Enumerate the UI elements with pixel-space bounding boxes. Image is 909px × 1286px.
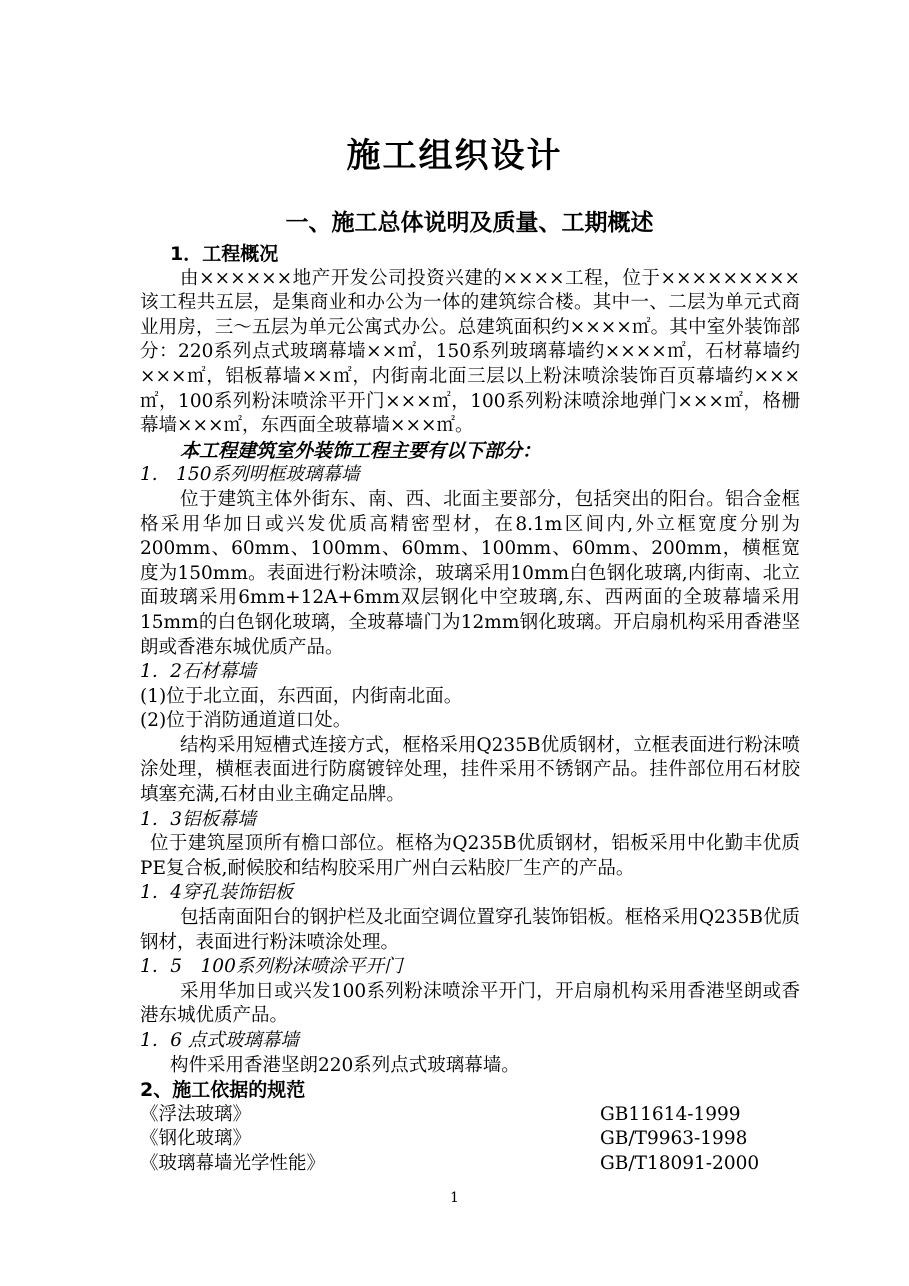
item-line: (1)位于北立面，东西面，内街南北面。 (140, 685, 463, 707)
item-heading: 1．4穿孔装饰铝板 (140, 882, 294, 904)
intro-paragraph: 由××××××地产开发公司投资兴建的××××工程，位于×××××××××该工程共五层，是集商业和办公为一体的建筑综合楼。其中一、二层为单元式商业用房，三～五层为单元公寓式办公。总建筑面积约××××㎡。其中室外装饰部分：220系列点式玻璃幕墙××㎡，150系列玻璃幕墙约××××㎡，石材幕墙约×××㎡，铝板幕墙××㎡，内街南北面三层以上粉沫喷涂装饰百页幕墙约×××㎡，100系列粉沫喷涂平开门×××㎡，100系列粉沫喷涂地弹门×××㎡，格栅幕墙×××㎡，东西面全玻幕墙×××㎡。 (140, 267, 800, 437)
subsection-heading-overview: 1．工程概况 (170, 243, 279, 265)
item-line: (2)位于消防通道道口处。 (140, 710, 352, 732)
subsection-heading-standards: 2、施工依据的规范 (140, 1079, 306, 1102)
standard-name: 《钢化玻璃》 (140, 1128, 252, 1150)
item-paragraph: 构件采用香港坚朗220系列点式玻璃幕墙。 (170, 1054, 520, 1076)
emphasis-line: 本工程建筑室外装饰工程主要有以下部分： (180, 439, 542, 462)
item-heading: 1．3铝板幕墙 (140, 808, 257, 830)
document-title: 施工组织设计 (346, 136, 563, 176)
standard-code: GB/T9963-1998 (600, 1128, 748, 1150)
item-heading: 1．6 点式玻璃幕墙 (140, 1030, 299, 1051)
item-paragraph: 结构采用短槽式连接方式，框格采用Q235B优质钢材，立框表面进行粉沫喷涂处理，横框表面进行防腐镀锌处理，挂件采用不锈钢产品。挂件部位用石材胶填塞充满,石材由业主确定品牌。 (140, 734, 800, 806)
standard-row (140, 1127, 800, 1152)
standard-name: 《浮法玻璃》 (140, 1103, 252, 1125)
standard-code: GB/T18091-2000 (600, 1152, 760, 1174)
item-heading: 1．5 100系列粉沫喷涂平开门 (140, 956, 403, 978)
standard-row (140, 1152, 800, 1177)
standard-name: 《玻璃幕墙光学性能》 (140, 1152, 326, 1174)
section-heading: 一、施工总体说明及质量、工期概述 (285, 210, 654, 236)
item-paragraph: 包括南面阳台的钢护栏及北面空调位置穿孔装饰铝板。框格采用Q235B优质钢材，表面进行粉沫喷涂处理。 (140, 907, 800, 953)
item-paragraph: 位于建筑主体外街东、南、西、北面主要部分，包括突出的阳台。铝合金框格采用华加日或兴发优质高精密型材，在8.1m区间内,外立框宽度分别为200mm、60mm、100mm、60mm、100mm、60mm、200mm，横框宽度为150mm。表面进行粉沫喷涂，玻璃采用10mm白色钢化玻璃,内街南、北立面玻璃采用6mm+12A+6mm双层钢化中空玻璃,东、西两面的全玻幕墙采用15mm的白色钢化玻璃，全玻幕墙门为12mm钢化玻璃。开启扇机构采用香港坚朗或香港东城优质产品。 (140, 488, 800, 658)
item-heading: 1．2石材幕墙 (140, 661, 257, 683)
standard-code: GB11614-1999 (600, 1103, 741, 1125)
item-paragraph: 采用华加日或兴发100系列粉沫喷涂平开门，开启扇机构采用香港坚朗或香港东城优质产品。 (140, 980, 800, 1027)
page-number: 1 (450, 1190, 459, 1206)
item-paragraph: 位于建筑屋顶所有檐口部位。框格为Q235B优质钢材，铝板采用中化勤丰优质PE复合板,耐候胶和结构胶采用广州白云粘胶厂生产的产品。 (140, 833, 800, 879)
standard-row (140, 1103, 800, 1128)
item-heading: 1. 150系列明框玻璃幕墙 (140, 464, 360, 486)
document-body (140, 242, 800, 1177)
